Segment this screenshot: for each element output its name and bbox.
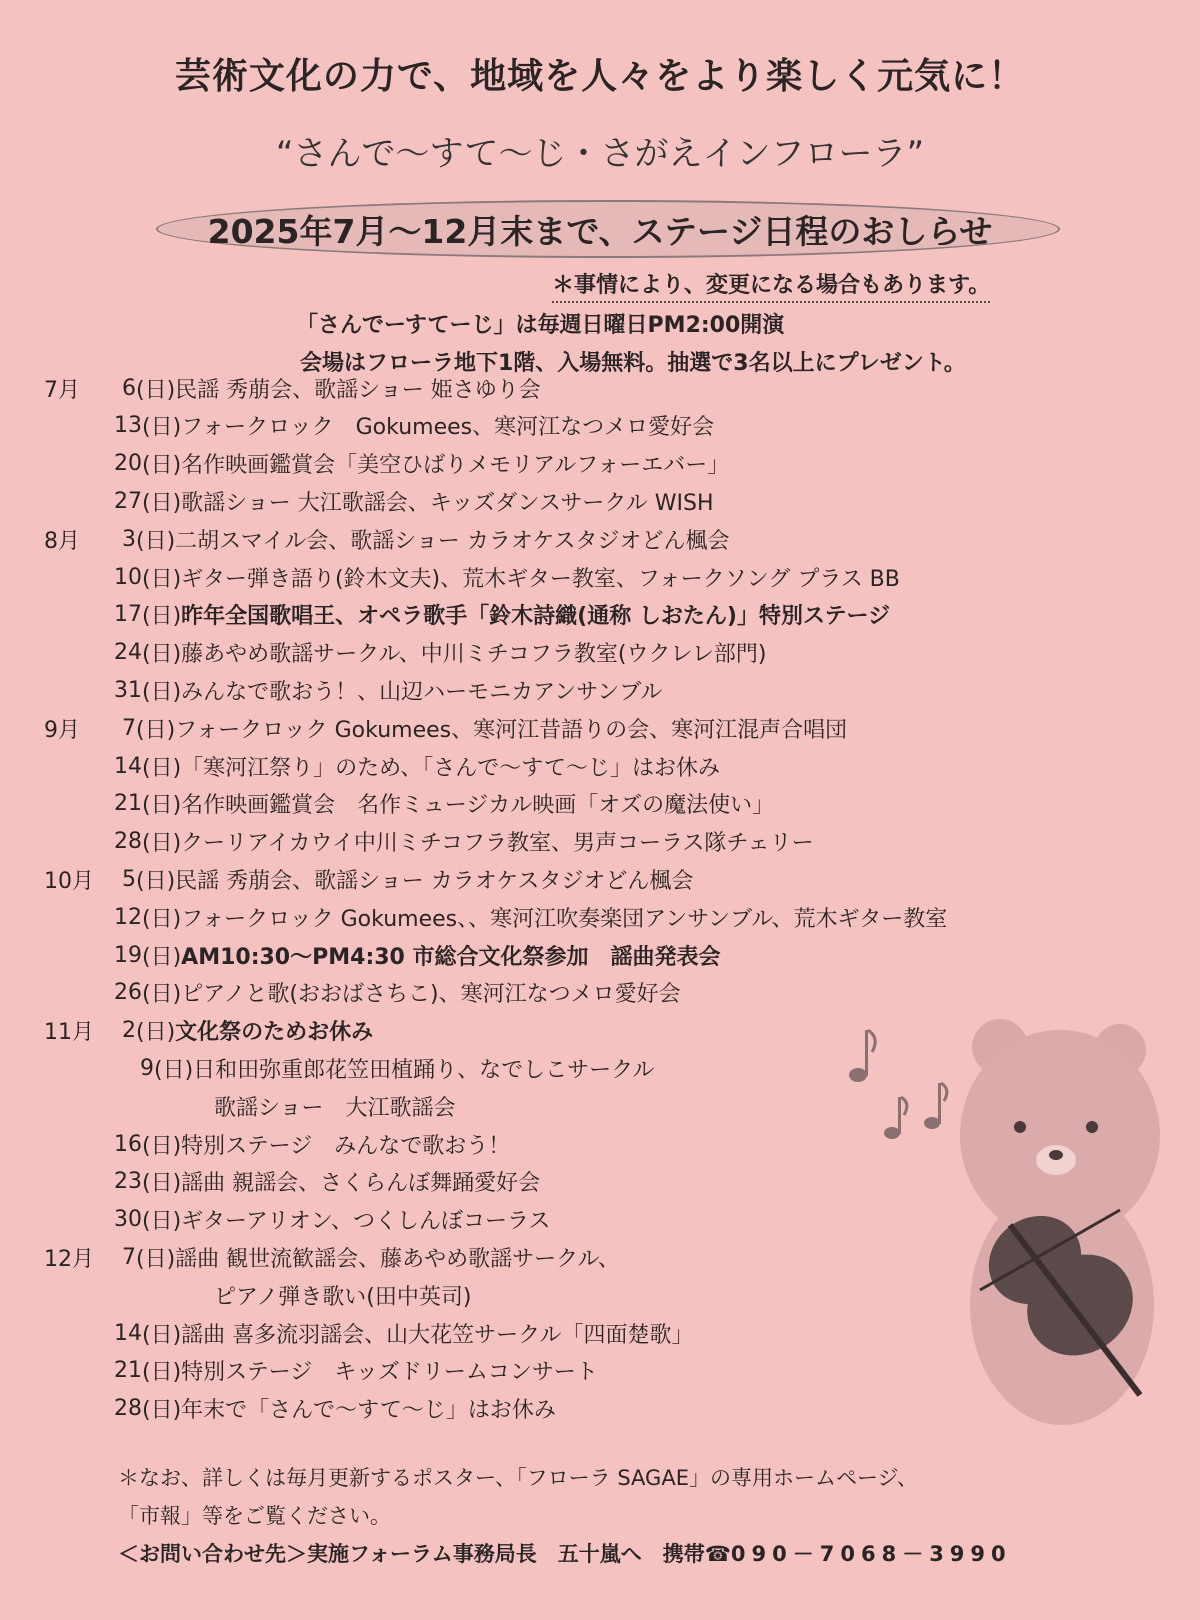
schedule-row <box>114 937 721 973</box>
weekday-label: (日) <box>136 868 176 894</box>
day-number: 24 <box>114 640 142 666</box>
day-number: 23 <box>114 1169 142 1195</box>
month-label: 8月 <box>44 528 80 554</box>
day-number: 21 <box>114 791 142 817</box>
day-number: 7 <box>122 715 136 741</box>
schedule-title: 2025年7月～12月末まで、ステージ日程のおしらせ <box>207 212 993 251</box>
event-text: 民謡 秀萠会、歌謡ショー 姫さゆり会 <box>175 377 541 403</box>
event-text: 謡曲 喜多流羽謡会、山大花笠サークル「四面楚歌」 <box>181 1322 694 1348</box>
weekday-label: (日) <box>142 679 182 705</box>
weekday-label: (日) <box>142 1171 182 1197</box>
contact-phone: 090－7068－3990 <box>730 1542 1012 1566</box>
schedule-row <box>122 1013 373 1049</box>
weekday-label: (日) <box>142 604 182 630</box>
day-number: 13 <box>114 413 142 439</box>
event-text: 歌謡ショー 大江歌謡会 <box>214 1095 456 1121</box>
month-label: 9月 <box>44 717 80 743</box>
day-number: 16 <box>114 1131 142 1157</box>
schedule-row <box>114 975 681 1011</box>
event-text: ギター弾き語り(鈴木文夫)、荒木ギター教室、フォークソング プラス BB <box>181 566 900 592</box>
intro-line-1: 「さんでーすてーじ」は毎週日曜日PM2:00開演 <box>296 313 785 338</box>
schedule-row <box>114 899 947 935</box>
day-number: 6 <box>122 375 136 401</box>
day-number: 28 <box>114 829 142 855</box>
event-text: ピアノ弾き歌い(田中英司) <box>214 1284 472 1310</box>
slogan: 芸術文化の力で、地域を人々をより楽しく元気に！ <box>174 56 1026 97</box>
schedule-row <box>114 824 814 860</box>
contact-label: ＜お問い合わせ先＞実施フォーラム事務局長 五十嵐へ 携帯☎ <box>118 1542 731 1566</box>
weekday-label: (日) <box>142 906 182 932</box>
event-name: “さんで～すて～じ・さがえインフローラ” <box>275 134 925 174</box>
schedule-row <box>140 1050 655 1086</box>
event-text: フォークロック Gokumees、、寒河江吹奏楽団アンサンブル、荒木ギター教室 <box>181 906 948 932</box>
schedule-row <box>114 1202 550 1238</box>
event-text: 特別ステージ キッズドリームコンサート <box>181 1360 598 1386</box>
weekday-label: (日) <box>136 528 176 554</box>
weekday-label: (日) <box>142 1209 182 1235</box>
day-number: 28 <box>114 1396 142 1422</box>
day-number: 20 <box>114 451 142 477</box>
schedule-row <box>214 1277 471 1313</box>
schedule-row <box>114 1126 510 1162</box>
event-text: 「寒河江祭り」のため、「さんで～すて～じ」はお休み <box>181 755 720 781</box>
event-text: 名作映画鑑賞会「美空ひばりメモリアルフォーエバー」 <box>181 453 730 479</box>
weekday-label: (日) <box>142 1360 182 1386</box>
schedule-row <box>122 521 730 557</box>
schedule-row <box>114 1353 598 1389</box>
music-notes-icon <box>849 1030 947 1139</box>
schedule-row <box>114 1315 694 1351</box>
day-number: 31 <box>114 677 142 703</box>
event-text: フォークロック Gokumees、寒河江なつメロ愛好会 <box>181 415 715 441</box>
day-number: 27 <box>114 488 142 514</box>
weekday-label: (日) <box>142 793 182 819</box>
event-text: フォークロック Gokumees、寒河江昔語りの会、寒河江混声合唱団 <box>175 717 848 743</box>
contact-line <box>118 1538 1012 1568</box>
footer-note-2: 「市報」等をご覧ください。 <box>118 1504 391 1528</box>
weekday-label: (日) <box>142 566 182 592</box>
event-text: 二胡スマイル会、歌謡ショー カラオケスタジオどん楓会 <box>175 528 730 554</box>
schedule-row <box>122 370 541 406</box>
day-number: 14 <box>114 1320 142 1346</box>
event-text: クーリアイカウイ中川ミチコフラ教室、男声コーラス隊チェリー <box>181 831 814 857</box>
weekday-label: (日) <box>136 717 176 743</box>
day-number: 10 <box>114 564 142 590</box>
schedule-row <box>114 559 900 595</box>
weekday-label: (日) <box>142 453 182 479</box>
event-text: 昨年全国歌唱王、オペラ歌手「鈴木詩織(通称 しおたん)」特別ステージ <box>181 604 891 630</box>
month-label: 11月 <box>44 1020 94 1046</box>
schedule-row <box>114 1164 540 1200</box>
bear-violin-icon <box>830 975 1170 1435</box>
weekday-label: (日) <box>142 755 182 781</box>
day-number: 19 <box>114 942 142 968</box>
event-text: みんなで歌おう！、山辺ハーモニカアンサンブル <box>181 679 663 705</box>
schedule-row <box>114 672 662 708</box>
weekday-label: (日) <box>136 1020 176 1046</box>
event-text: 歌謡ショー 大江歌謡会、キッズダンスサークル WISH <box>181 490 714 516</box>
day-number: 17 <box>114 602 142 628</box>
month-label: 7月 <box>44 377 80 403</box>
schedule-row <box>214 1088 456 1124</box>
weekday-label: (日) <box>142 1398 182 1424</box>
event-text: 文化祭のためお休み <box>175 1020 374 1046</box>
schedule-row <box>114 597 890 633</box>
weekday-label: (日) <box>136 377 176 403</box>
schedule-row <box>114 408 714 444</box>
event-text: 特別ステージ みんなで歌おう！ <box>181 1133 511 1159</box>
weekday-label: (日) <box>136 1246 176 1272</box>
footer-note-1: ＊なお、詳しくは毎月更新するポスター、「フローラ SAGAE」の専用ホームページ、 <box>118 1466 918 1490</box>
event-text: 年末で「さんで～すて～じ」はお休み <box>181 1398 556 1424</box>
event-text: AM10:30～PM4:30 市総合文化祭参加 謡曲発表会 <box>181 944 721 970</box>
day-number: 5 <box>122 866 136 892</box>
event-text: 藤あやめ歌謡サークル、中川ミチコフラ教室(ウクレレ部門) <box>181 642 767 668</box>
weekday-label: (日) <box>142 490 182 516</box>
schedule-row <box>114 446 729 482</box>
day-number: 9 <box>140 1055 154 1081</box>
schedule-row <box>114 748 720 784</box>
day-number: 7 <box>122 1244 136 1270</box>
day-number: 21 <box>114 1358 142 1384</box>
weekday-label: (日) <box>154 1057 194 1083</box>
event-text: 名作映画鑑賞会 名作ミュージカル映画「オズの魔法使い」 <box>181 793 775 819</box>
weekday-label: (日) <box>142 642 182 668</box>
day-number: 3 <box>122 526 136 552</box>
day-number: 26 <box>114 980 142 1006</box>
schedule-row <box>122 710 847 746</box>
day-number: 30 <box>114 1207 142 1233</box>
schedule-row <box>114 1391 556 1427</box>
weekday-label: (日) <box>142 982 182 1008</box>
schedule-row <box>114 635 767 671</box>
event-text: 日和田弥重郎花笠田植踊り、なでしこサークル <box>193 1057 655 1083</box>
weekday-label: (日) <box>142 415 182 441</box>
event-text: ギターアリオン、つくしんぼコーラス <box>181 1209 551 1235</box>
schedule-row <box>122 861 693 897</box>
schedule-row <box>114 483 714 519</box>
schedule-row <box>122 1239 620 1275</box>
day-number: 2 <box>122 1018 136 1044</box>
event-text: 民謡 秀萠会、歌謡ショー カラオケスタジオどん楓会 <box>175 868 694 894</box>
weekday-label: (日) <box>142 831 182 857</box>
event-text: 謡曲 親謡会、さくらんぼ舞踊愛好会 <box>181 1171 541 1197</box>
weekday-label: (日) <box>142 1133 182 1159</box>
day-number: 12 <box>114 904 142 930</box>
schedule-row <box>114 786 774 822</box>
change-notice: ＊事情により、変更になる場合もあります。 <box>552 268 990 303</box>
month-label: 12月 <box>44 1246 94 1272</box>
intro-line-2: 会場はフローラ地下1階、入場無料。抽選で3名以上にプレゼント。 <box>300 351 966 376</box>
event-text: 謡曲 観世流歓謡会、藤あやめ歌謡サークル、 <box>175 1246 620 1272</box>
event-text: ピアノと歌(おおばさちこ)、寒河江なつメロ愛好会 <box>181 982 681 1008</box>
weekday-label: (日) <box>142 944 182 970</box>
weekday-label: (日) <box>142 1322 182 1348</box>
month-label: 10月 <box>44 868 94 894</box>
day-number: 14 <box>114 753 142 779</box>
